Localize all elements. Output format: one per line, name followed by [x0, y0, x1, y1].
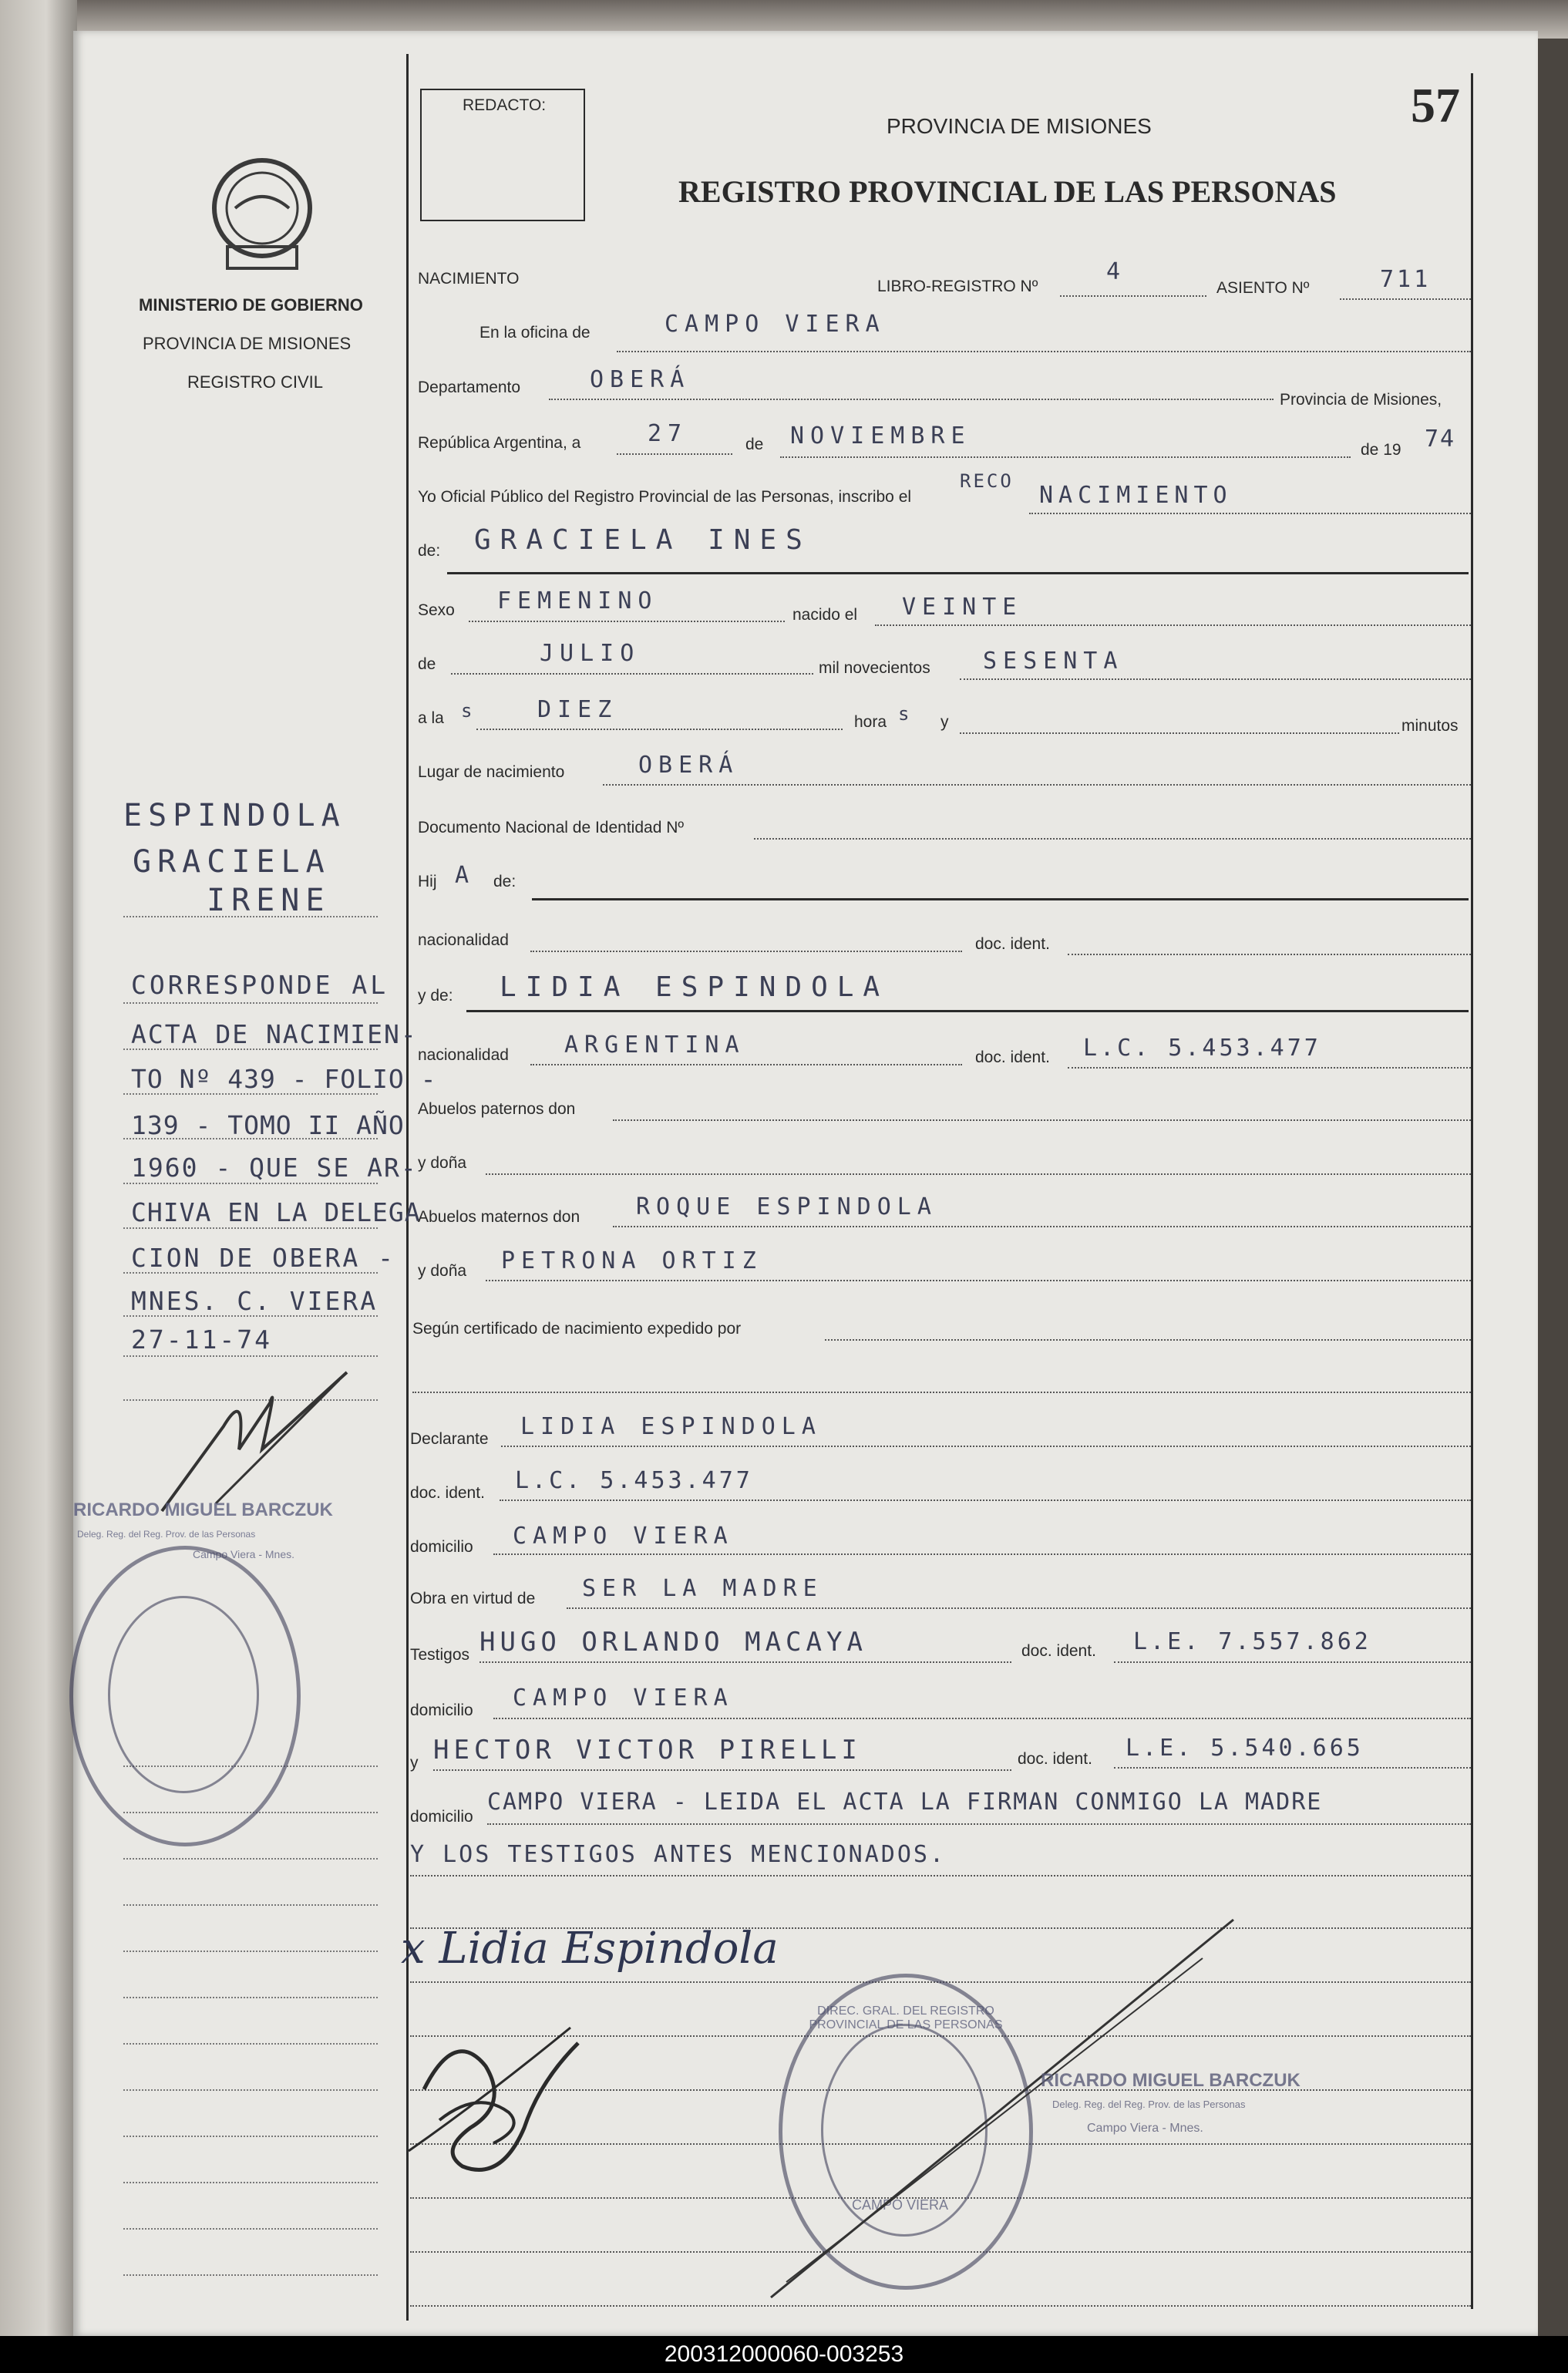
sidebar-rule [123, 1093, 378, 1095]
cierre-line [410, 1875, 1471, 1877]
padre-line [532, 898, 1469, 900]
sidebar-name-3: IRENE [207, 883, 331, 918]
inscribo-value: NACIMIENTO [1039, 482, 1233, 509]
sidebar-divider [406, 54, 409, 2321]
abuelos-pat-label: Abuelos paternos don [418, 1100, 576, 1118]
hijo-suffix: A [455, 862, 476, 889]
oficial-text: Yo Oficial Público del Registro Provincial de las Personas, inscribo el [418, 488, 912, 506]
obra-label: Obra en virtud de [410, 1590, 536, 1607]
nombre-line [447, 572, 1469, 574]
testigo1-doc-label: doc. ident. [1021, 1642, 1096, 1660]
sidebar-rule [123, 1183, 378, 1184]
officer-signature [393, 1997, 594, 2186]
abuela-pat-line [486, 1173, 1471, 1175]
decl-dom-line [493, 1553, 1471, 1555]
testigo1-value: HUGO ORLANDO MACAYA [479, 1627, 867, 1658]
madre-line [466, 1010, 1469, 1012]
mes-line [780, 456, 1351, 458]
nacido-label: nacido el [792, 606, 858, 624]
sidebar-rule [123, 1951, 378, 1952]
alas-suffix: s [461, 700, 479, 722]
obra-line [567, 1607, 1471, 1609]
abuelos-pat-line [613, 1119, 1471, 1121]
sidebar-dotline [123, 916, 378, 917]
sidebar-ministry: MINISTERIO DE GOBIERNO [139, 295, 363, 315]
madre-doc-line [1068, 1067, 1471, 1069]
mes-nac-value: JULIO [540, 640, 641, 667]
decl-dom-value: CAMPO VIERA [513, 1523, 734, 1550]
nacido-value: VEINTE [902, 594, 1023, 621]
sidebar-rule [123, 2043, 378, 2045]
republica-label: República Argentina, a [418, 434, 581, 452]
declarante-value: LIDIA ESPINDOLA [520, 1413, 822, 1440]
sidebar-province: PROVINCIA DE MISIONES [143, 334, 352, 353]
y-label-2: y [410, 1754, 419, 1772]
horas-label: hora [854, 713, 887, 731]
mil-line [960, 678, 1471, 680]
sexo-value: FEMENINO [497, 587, 658, 614]
testigos-label: Testigos [410, 1646, 470, 1664]
sidebar-seal-inner [108, 1596, 259, 1793]
lugar-line [603, 784, 1471, 786]
sidebar-rule [123, 1858, 378, 1860]
provincial-crest-icon [204, 154, 320, 281]
nombre-value: GRACIELA INES [474, 524, 812, 556]
officer-place: Campo Viera - Mnes. [1087, 2122, 1203, 2135]
inscribo-line [1029, 513, 1471, 514]
y-label: y [940, 713, 949, 731]
dia-value: 27 [648, 420, 688, 447]
hora-line [476, 729, 843, 730]
hijo-label: Hij [418, 873, 437, 890]
oficina-value: CAMPO VIERA [665, 311, 886, 338]
sidebar-rule [123, 1048, 378, 1050]
sidebar-rule [123, 2182, 378, 2183]
testigo2-doc-line [1114, 1767, 1471, 1769]
officer-title: Deleg. Reg. del Reg. Prov. de las Personas [1052, 2099, 1246, 2110]
seal-place: CAMPO VIERA [852, 2197, 949, 2213]
testigo1-dom-value: CAMPO VIERA [513, 1685, 734, 1712]
abuelo-mat-value: ROQUE ESPINDOLA [636, 1193, 937, 1220]
madre-nacionalidad-label: nacionalidad [418, 1046, 509, 1064]
sidebar-rule [123, 1315, 378, 1317]
asiento-value: 711 [1380, 266, 1432, 293]
sidebar-rule [123, 1904, 378, 1906]
testigo2-doc-label: doc. ident. [1018, 1750, 1092, 1768]
oficina-label: En la oficina de [479, 324, 591, 342]
testigo2-line [433, 1769, 1011, 1771]
abuela-mat-line [486, 1280, 1471, 1281]
padre-nac-line [530, 951, 962, 952]
abuela-mat-label: y doña [418, 1262, 467, 1280]
decl-doc-value: L.C. 5.453.477 [515, 1467, 753, 1494]
dni-label: Documento Nacional de Identidad Nº [418, 819, 685, 836]
sidebar-note-2: ACTA DE NACIMIEN- [131, 1019, 418, 1049]
redacto-label: REDACTO: [463, 96, 547, 114]
mil-value: SESENTA [983, 648, 1124, 675]
dia-line [617, 453, 732, 455]
obra-value: SER LA MADRE [582, 1575, 823, 1602]
departamento-line [549, 399, 1274, 400]
abuela-mat-value: PETRONA ORTIZ [501, 1247, 762, 1274]
abuelos-mat-label: Abuelos maternos don [418, 1208, 580, 1226]
testigo2-value: HECTOR VICTOR PIRELLI [433, 1735, 862, 1765]
declarante-line [501, 1446, 1471, 1447]
officer-name: RICARDO MIGUEL BARCZUK [1041, 2070, 1300, 2091]
page-number: 57 [1411, 78, 1460, 133]
segun-line [825, 1339, 1471, 1341]
testigo2-dom-value: CAMPO VIERA - LEIDA EL ACTA LA FIRMAN CONMIGO LA MADRE [487, 1789, 1323, 1816]
minutos-line [960, 732, 1399, 734]
madre-value: LIDIA ESPINDOLA [500, 971, 890, 1003]
anio-prefix: de 19 [1361, 441, 1401, 459]
testigo1-doc-line [1114, 1661, 1471, 1663]
testigo1-line [479, 1661, 1011, 1663]
sidebar-rule [123, 2089, 378, 2091]
madre-nac-line [530, 1064, 962, 1065]
segun-line-2 [412, 1392, 1471, 1393]
asiento-line [1340, 298, 1471, 300]
declarante-label: Declarante [410, 1430, 489, 1448]
sidebar-rule [123, 1272, 378, 1274]
segun-label: Según certificado de nacimiento expedido por [412, 1320, 742, 1338]
testigo1-dom-label: domicilio [410, 1701, 473, 1719]
libro-label: LIBRO-REGISTRO Nº [877, 278, 1038, 295]
lugar-value: OBERÁ [638, 752, 739, 779]
nacido-line [875, 624, 1471, 626]
sidebar-rule [123, 2228, 378, 2230]
sidebar-note-8: MNES. C. VIERA [131, 1286, 379, 1316]
asiento-label: ASIENTO Nº [1216, 279, 1310, 297]
section-label: NACIMIENTO [418, 270, 520, 288]
sidebar-name-2: GRACIELA [133, 844, 331, 880]
sidebar-note-1: CORRESPONDE AL [131, 970, 389, 1000]
testigo1-dom-line [493, 1718, 1471, 1719]
padre-nacionalidad-label: nacionalidad [418, 931, 509, 949]
madre-doc-value: L.C. 5.453.477 [1083, 1035, 1321, 1062]
lugar-label: Lugar de nacimiento [418, 763, 565, 781]
header-registry: REGISTRO PROVINCIAL DE LAS PERSONAS [678, 174, 1337, 209]
decl-dom-label: domicilio [410, 1538, 473, 1556]
sidebar-rule [123, 2274, 378, 2276]
sidebar-civil: REGISTRO CIVIL [187, 372, 324, 392]
mes-nac-line [451, 673, 813, 675]
provincia-suffix: Provincia de Misiones, [1280, 391, 1442, 409]
sidebar-rule [123, 1997, 378, 1998]
madre-doc-label: doc. ident. [975, 1048, 1050, 1066]
sexo-label: Sexo [418, 601, 455, 619]
sidebar-note-3: TO Nº 439 - FOLIO - [131, 1064, 437, 1094]
sidebar-rule [123, 1227, 378, 1229]
testigo2-dom-label: domicilio [410, 1808, 473, 1826]
sidebar-note-4: 139 - TOMO II AÑO [131, 1110, 405, 1140]
decl-doc-label: doc. ident. [410, 1484, 485, 1502]
sidebar-name-1: ESPINDOLA [123, 798, 346, 833]
cierre-value: Y LOS TESTIGOS ANTES MENCIONADOS. [410, 1841, 947, 1868]
dni-line [754, 838, 1471, 840]
testigo1-doc-value: L.E. 7.557.862 [1133, 1628, 1371, 1655]
right-border [1471, 73, 1473, 2309]
padre-doc-label: doc. ident. [975, 935, 1050, 953]
testigo2-dom-line [487, 1823, 1471, 1825]
book-spine-edge [0, 0, 77, 2336]
sidebar-note-6: CHIVA EN LA DELEGA [131, 1197, 421, 1227]
sidebar-stamp-name: RICARDO MIGUEL BARCZUK [73, 1500, 333, 1520]
decl-doc-line [500, 1500, 1471, 1501]
de-label: de [745, 436, 764, 453]
de2-label: de [418, 655, 436, 673]
y-de-label: y de: [418, 987, 453, 1005]
signature-stroke [740, 1912, 1249, 2317]
libro-value: 4 [1106, 258, 1127, 285]
hijo-de: de: [493, 873, 516, 890]
sidebar-rule [123, 1002, 378, 1004]
abuelo-mat-line [613, 1226, 1471, 1227]
sidebar-rule [123, 1138, 378, 1139]
abuela-pat-label: y doña [418, 1154, 467, 1172]
image-id-bar: 200312000060-003253 [0, 2336, 1568, 2373]
departamento-value: OBERÁ [590, 366, 691, 393]
reco-value: RECO [960, 470, 1014, 492]
padre-doc-line [1068, 954, 1471, 955]
de-name-label: de: [418, 542, 441, 560]
hora-value: DIEZ [537, 696, 618, 723]
horas-suffix: s [898, 703, 916, 725]
seal-text: DIREC. GRAL. DEL REGISTRO PROVINCIAL DE LAS PERSONAS [809, 2004, 1003, 2031]
header-province: PROVINCIA DE MISIONES [887, 114, 1152, 138]
sidebar-rule [123, 2136, 378, 2137]
mil-label: mil novecientos [819, 659, 930, 677]
sidebar-note-5: 1960 - QUE SE AR- [131, 1153, 418, 1183]
sidebar-note-9: 27-11-74 [131, 1325, 272, 1355]
minutos-label: minutos [1401, 717, 1459, 735]
departamento-label: Departamento [418, 379, 521, 396]
testigo2-doc-value: L.E. 5.540.665 [1126, 1735, 1364, 1762]
sexo-line [469, 621, 785, 622]
mother-signature: x Lidia Espindola [401, 1924, 779, 1974]
anio-value: 74 [1425, 426, 1456, 453]
mes-value: NOVIEMBRE [790, 422, 971, 449]
sidebar-stamp-sub: Deleg. Reg. del Reg. Prov. de las Personas [77, 1529, 256, 1540]
madre-nac-value: ARGENTINA [564, 1032, 745, 1059]
libro-line [1060, 295, 1206, 297]
oficina-line [617, 351, 1471, 352]
sidebar-note-7: CION DE OBERA - [131, 1243, 396, 1273]
sidebar-stamp-place: Campo Viera - Mnes. [193, 1548, 295, 1560]
alas-label: a la [418, 709, 444, 727]
